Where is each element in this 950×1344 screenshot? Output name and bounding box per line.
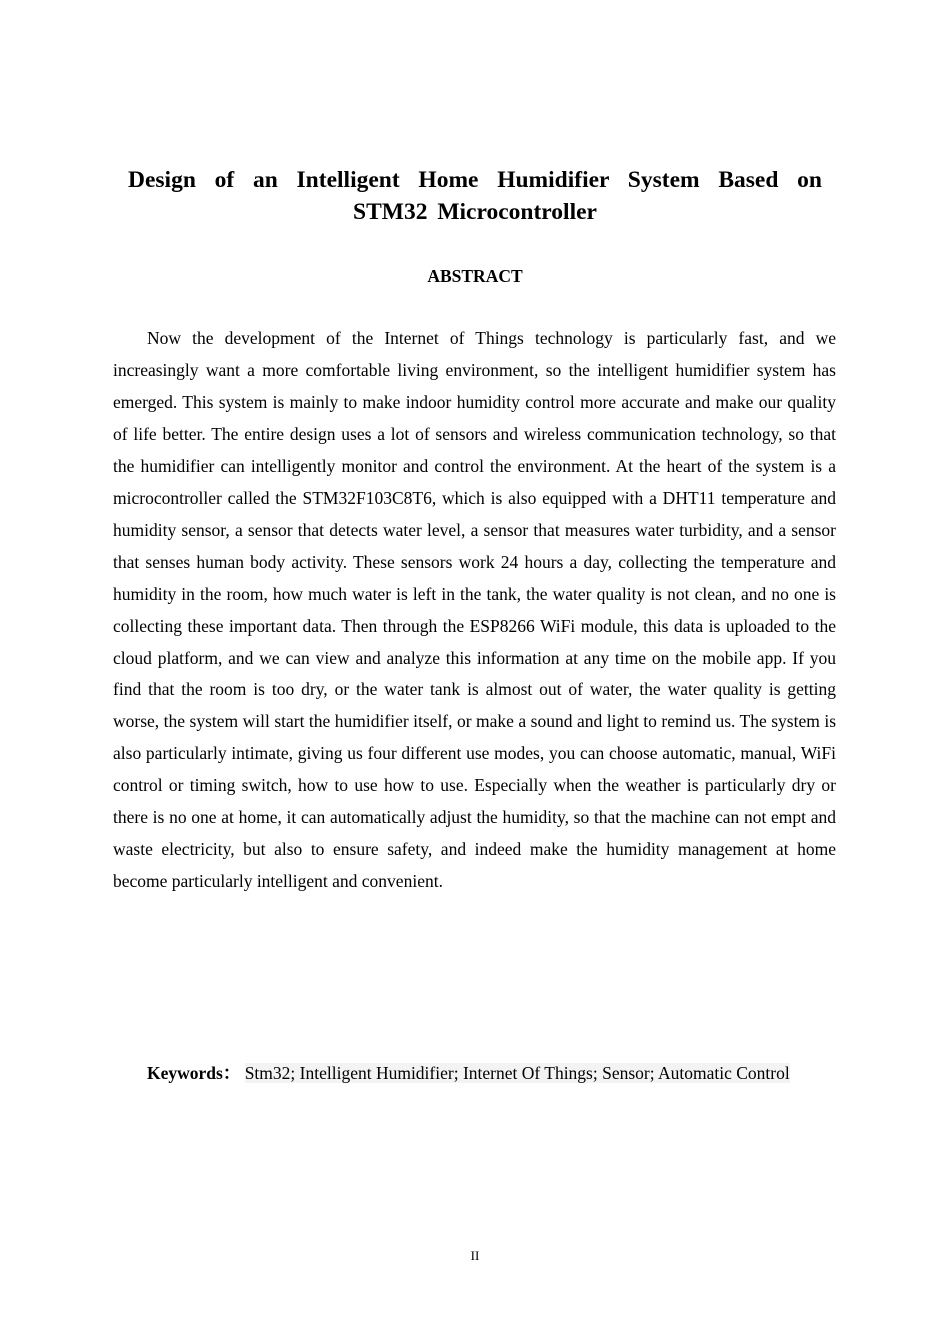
paper-title: Design of an Intelligent Home Humidifier System Based on STM32 Microcontroller — [128, 167, 822, 225]
keywords-text: Stm32; Intelligent Humidifier; Internet Of Things; Sensor; Automatic Control — [244, 1063, 790, 1083]
page-number: II — [470, 1248, 480, 1263]
keywords-label: Keywords： — [147, 1063, 241, 1083]
abstract-heading: ABSTRACT — [427, 266, 523, 286]
abstract-body: Now the development of the Internet of Things technology is particularly fast, and we increasingly want a more comfortable living environment, so the intelligent humidifier system has emerged. This system is mainly to make indoor humidity control more accurate and make our quality of life better. The entire design uses a lot of sensors and wireless communication technology, so that the humidifier can intelligently monitor and control the environment. At the heart of the system is a microcontroller called the STM32F103C8T6, which is also equipped with a DHT11 temperature and humidity sensor, a sensor that detects water level, a sensor that measures water turbidity, and a sensor that senses human body activity. These sensors work 24 hours a day, collecting the temperature and humidity in the room, how much water is left in the tank, the water quality is not clean, and no one is collecting these important data. Then through the ESP8266 WiFi module, this data is uploaded to the cloud platform, and we can view and analyze this information at any time on the mobile app. If you find that the room is too dry, or the water tank is almost out of water, the water quality is getting worse, the system will start the humidifier itself, or make a sound and light to remind us. The system is also particularly intimate, giving us four different use modes, you can choose automatic, manual, WiFi control or timing switch, how to use how to use. Especially when the weather is particularly dry or there is no one at home, it can automatically adjust the humidity, so that the machine can not empt and waste electricity, but also to ensure safety, and indeed make the humidity management at home become particularly intelligent and convenient. — [113, 328, 836, 892]
keywords-paragraph — [113, 1058, 836, 1090]
